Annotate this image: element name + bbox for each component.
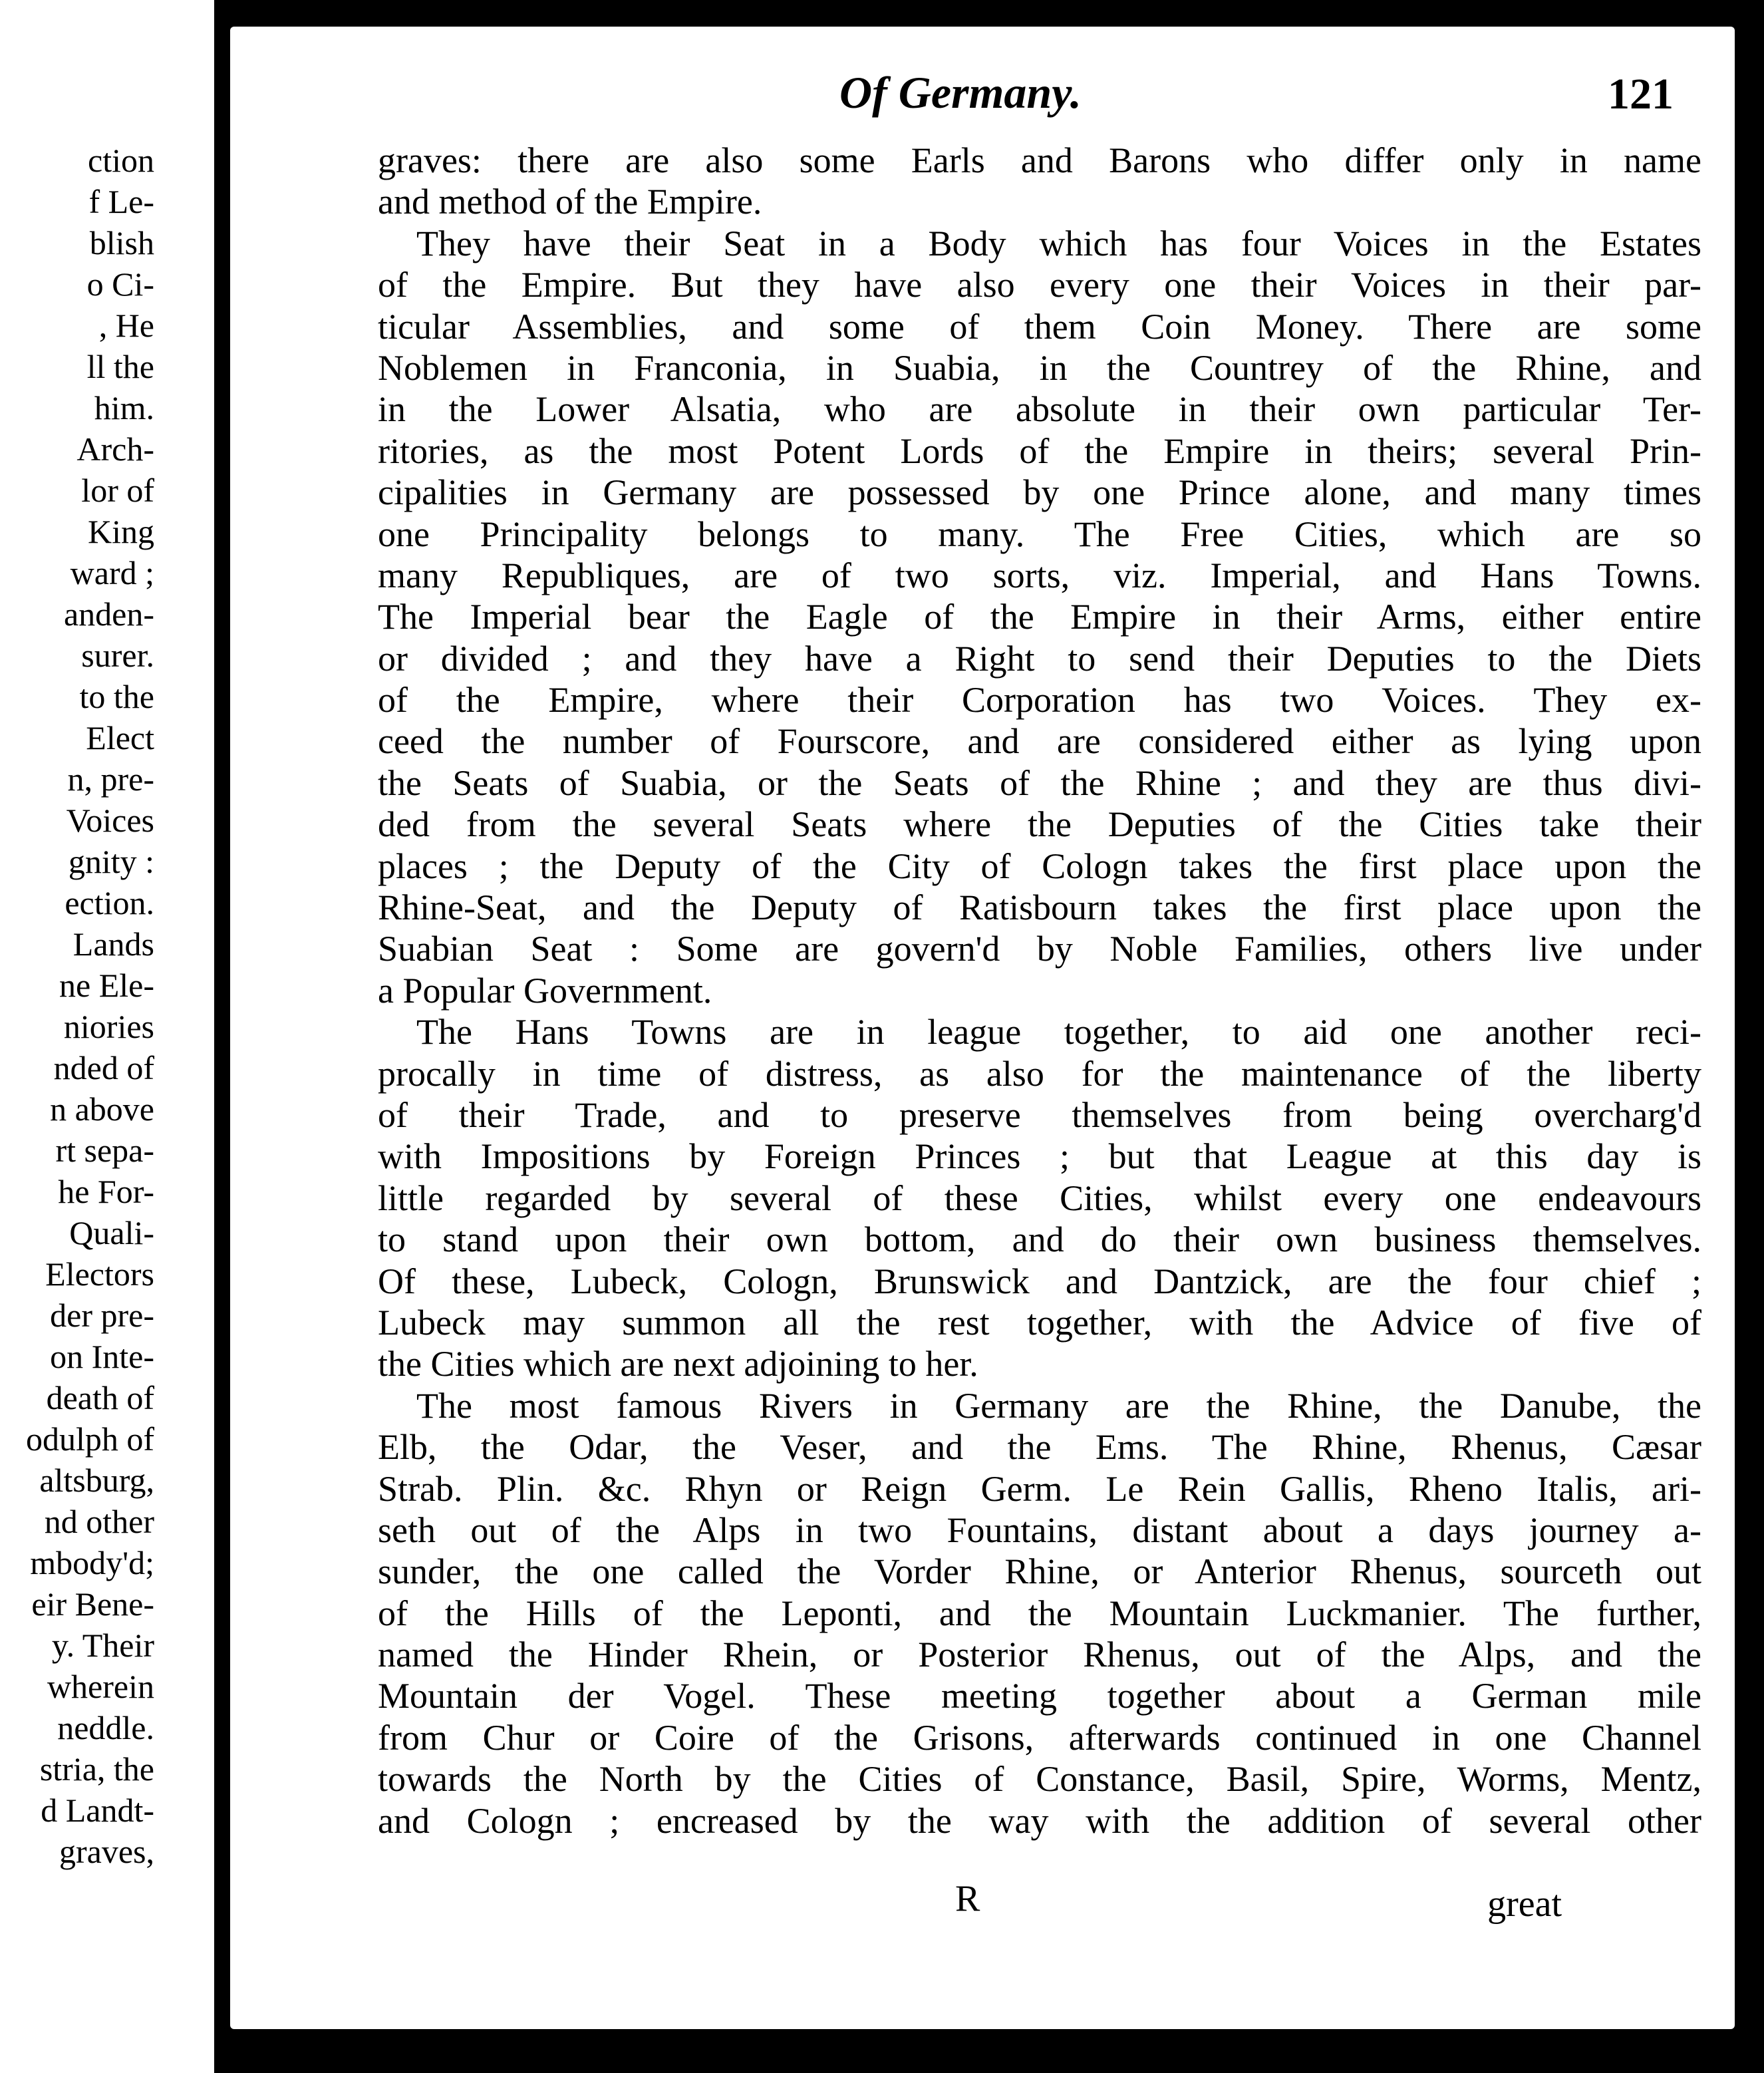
previous-page-line-fragment: niories (63, 1008, 154, 1045)
text-line: places ; the Deputy of the City of Cologn takes the first place upon the (378, 846, 1701, 886)
previous-page-line-fragment: ll the (86, 348, 154, 385)
page-number: 121 (1608, 70, 1674, 118)
text-line: Noblemen in Franconia, in Suabia, in the Countrey of the Rhine, and (378, 347, 1701, 388)
text-line: little regarded by several of these Cities, whilst every one endeavours (378, 1178, 1701, 1218)
previous-page-line-fragment: on Inte- (50, 1338, 154, 1375)
previous-page-line-fragment: o Ci- (86, 265, 154, 303)
text-line: towards the North by the Cities of Constance, Basil, Spire, Worms, Mentz, (378, 1759, 1701, 1800)
previous-page-line-fragment: Elect (86, 719, 154, 756)
text-line: to stand upon their own bottom, and do their own business themselves. (378, 1219, 1701, 1260)
previous-page-line-fragment: ne Ele- (59, 967, 154, 1004)
previous-page-line-fragment: gnity : (68, 843, 154, 880)
text-line: Suabian Seat : Some are govern'd by Noble Families, others live under (378, 929, 1701, 969)
previous-page-line-fragment: nd other (44, 1503, 154, 1540)
text-line: and Cologn ; encreased by the way with the addition of several other (378, 1800, 1701, 1841)
previous-page-line-fragment: graves, (59, 1833, 154, 1870)
text-line: They have their Seat in a Body which has four Voices in the Estates (416, 223, 1701, 263)
text-line: The most famous Rivers in Germany are the Rhine, the Danube, the (416, 1385, 1701, 1426)
text-line: named the Hinder Rhein, or Posterior Rhenus, out of the Alps, and the (378, 1635, 1701, 1675)
text-line: Of these, Lubeck, Cologn, Brunswick and Dantzick, are the four chief ; (378, 1261, 1701, 1301)
text-line: of their Trade, and to preserve themselves from being overcharg'd (378, 1094, 1701, 1135)
text-line: a Popular Government. (378, 970, 712, 1011)
text-line: Strab. Plin. &c. Rhyn or Reign Germ. Le Rein Gallis, Rheno Italis, ari- (378, 1468, 1701, 1509)
text-line: graves: there are also some Earls and Barons who differ only in name (378, 140, 1701, 180)
previous-page-line-fragment: King (88, 513, 154, 550)
text-line: sunder, the one called the Vorder Rhine, or Anterior Rhenus, sourceth out (378, 1551, 1701, 1592)
text-line: of the Empire, where their Corporation has two Voices. They ex- (378, 680, 1701, 720)
previous-page-line-fragment: eir Bene- (31, 1585, 154, 1623)
text-line: or divided ; and they have a Right to send their Deputies to the Diets (378, 638, 1701, 679)
previous-page-line-fragment: he For- (58, 1173, 154, 1210)
page-body-text (378, 140, 1701, 1841)
previous-page-line-fragment: lor of (81, 472, 154, 509)
previous-page-line-fragment: stria, the (39, 1750, 154, 1788)
text-line: and method of the Empire. (378, 182, 762, 222)
text-line: many Republiques, are of two sorts, viz. Imperial, and Hans Towns. (378, 555, 1701, 595)
previous-page-line-fragment: Arch- (76, 430, 154, 468)
text-line: cipalities in Germany are possessed by one Prince alone, and many times (378, 472, 1701, 513)
previous-page-line-fragment: rt sepa- (55, 1132, 154, 1169)
previous-page-line-fragment: blish (89, 224, 154, 261)
previous-page-line-fragment: to the (79, 678, 154, 715)
previous-page-line-fragment: ward ; (70, 554, 154, 591)
previous-page-line-fragment: ction (88, 142, 154, 179)
text-line: ceed the number of Fourscore, and are considered either as lying upon (378, 721, 1701, 762)
previous-page-line-fragment: , He (98, 307, 154, 344)
text-line: with Impositions by Foreign Princes ; but that League at this day is (378, 1136, 1701, 1177)
text-line: The Hans Towns are in league together, to aid one another reci- (416, 1012, 1701, 1052)
text-line: procally in time of distress, as also for the maintenance of the liberty (378, 1053, 1701, 1094)
previous-page-line-fragment: n above (50, 1090, 154, 1128)
text-line: of the Hills of the Leponti, and the Mountain Luckmanier. The further, (378, 1593, 1701, 1633)
text-line: Rhine-Seat, and the Deputy of Ratisbourn takes the first place upon the (378, 887, 1701, 928)
catchword: great (1487, 1883, 1562, 1925)
previous-page-line-fragment: neddle. (57, 1709, 154, 1746)
text-line: in the Lower Alsatia, who are absolute in their own particular Ter- (378, 389, 1701, 430)
text-line: one Principality belongs to many. The Free Cities, which are so (378, 514, 1701, 554)
previous-page-line-fragment: y. Their (51, 1627, 154, 1664)
previous-page-line-fragment: Voices (66, 802, 154, 839)
previous-page-line-fragment: anden- (63, 595, 154, 633)
previous-page-line-fragment: f Le- (88, 183, 154, 220)
text-line: ritories, as the most Potent Lords of the Empire in theirs; several Prin- (378, 430, 1701, 471)
text-line: ded from the several Seats where the Deputies of the Cities take their (378, 804, 1701, 845)
text-line: ticular Assemblies, and some of them Coin Money. There are some (378, 306, 1701, 347)
previous-page-line-fragment: der pre- (50, 1297, 154, 1334)
previous-page-line-fragment: Lands (73, 925, 154, 963)
previous-page-line-fragment: Electors (45, 1255, 154, 1293)
book-gutter (214, 0, 230, 2073)
text-line: the Cities which are next adjoining to her. (378, 1344, 978, 1384)
previous-page-fragment (0, 0, 214, 2073)
previous-page-line-fragment: wherein (47, 1668, 154, 1705)
signature-mark: R (955, 1878, 980, 1919)
previous-page-line-ends (0, 140, 154, 1872)
previous-page-line-fragment: n, pre- (67, 760, 154, 798)
previous-page-line-fragment: Quali- (69, 1214, 154, 1251)
previous-page-line-fragment: surer. (81, 637, 154, 674)
text-line: Elb, the Odar, the Veser, and the Ems. The Rhine, Rhenus, Cæsar (378, 1427, 1701, 1468)
text-line: The Imperial bear the Eagle of the Empire in their Arms, either entire (378, 597, 1701, 637)
running-head-title: Of Germany. (839, 67, 1082, 118)
text-line: Lubeck may summon all the rest together, with the Advice of five of (378, 1302, 1701, 1343)
previous-page-line-fragment: ection. (65, 884, 154, 921)
previous-page-line-fragment: odulph of (25, 1420, 154, 1458)
previous-page-line-fragment: him. (94, 389, 154, 426)
text-line: of the Empire. But they have also every one their Voices in their par- (378, 265, 1701, 305)
text-line: Mountain der Vogel. These meeting together about a German mile (378, 1676, 1701, 1716)
text-line: from Chur or Coire of the Grisons, afterwards continued in one Channel (378, 1717, 1701, 1758)
book-page-121 (230, 27, 1735, 2029)
text-line: the Seats of Suabia, or the Seats of the Rhine ; and they are thus divi- (378, 762, 1701, 803)
running-head (230, 67, 1735, 126)
text-line: seth out of the Alps in two Fountains, distant about a days journey a- (378, 1510, 1701, 1550)
previous-page-line-fragment: mbody'd; (30, 1544, 154, 1581)
previous-page-line-fragment: altsburg, (39, 1462, 154, 1499)
previous-page-line-fragment: d Landt- (41, 1792, 154, 1829)
previous-page-line-fragment: nded of (53, 1049, 154, 1086)
previous-page-line-fragment: death of (46, 1379, 154, 1416)
